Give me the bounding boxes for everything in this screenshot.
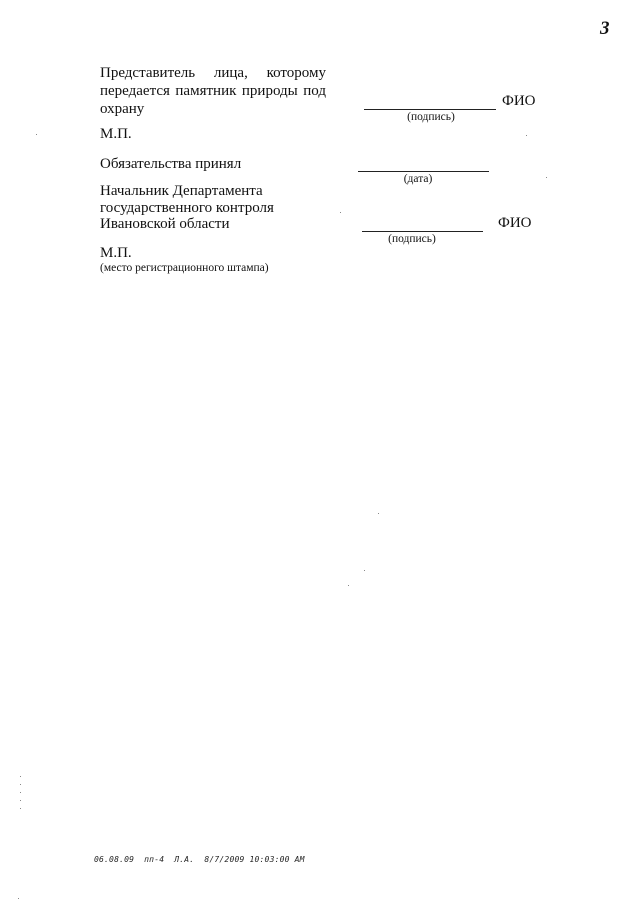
obligations-label: Обязательства принял [100,156,242,172]
representative-word: передается [100,83,170,99]
scan-speck [20,792,21,793]
head-title-line-1: Начальник Департамента [100,183,263,199]
stamp-place-2: М.П. [100,245,132,261]
date-caption: (дата) [403,173,433,185]
representative-word: памятник [175,83,237,99]
representative-word: Представитель [100,65,196,81]
scan-speck [20,808,21,809]
scan-speck [20,784,21,785]
scan-speck [348,585,349,586]
scan-speck [378,513,379,514]
representative-line-1 [100,64,326,82]
scan-speck [36,134,37,135]
document-footer: 06.08.09 пп-4 Л.А. 8/7/2009 10:03:00 AM [94,855,305,864]
head-title-line-3: Ивановской области [100,216,230,232]
date-line [358,171,489,172]
stamp-place-1: М.П. [100,126,132,142]
representative-word: лица, [213,65,248,81]
representative-word: которому [266,65,326,81]
head-signature-caption: (подпись) [388,233,436,245]
registration-stamp-caption: (место регистрационного штампа) [100,262,269,274]
representative-word: под [303,83,326,99]
page-number: 3 [600,18,610,39]
head-title-line-2: государственного контроля [100,200,274,216]
scan-speck [546,177,547,178]
scan-speck [364,570,365,571]
scan-speck [20,776,21,777]
scan-speck [18,898,19,899]
scan-speck [20,800,21,801]
representative-signature-caption: (подпись) [407,111,455,123]
scan-speck [340,212,341,213]
representative-signature-line [364,109,496,110]
head-signature-line [362,231,483,232]
representative-label [100,64,326,118]
representative-line-2 [100,82,326,100]
representative-line-3: охрану [100,101,145,117]
representative-word: природы [241,83,298,99]
representative-fio: ФИО [502,93,536,109]
head-fio: ФИО [498,215,532,231]
scan-speck [526,135,527,136]
